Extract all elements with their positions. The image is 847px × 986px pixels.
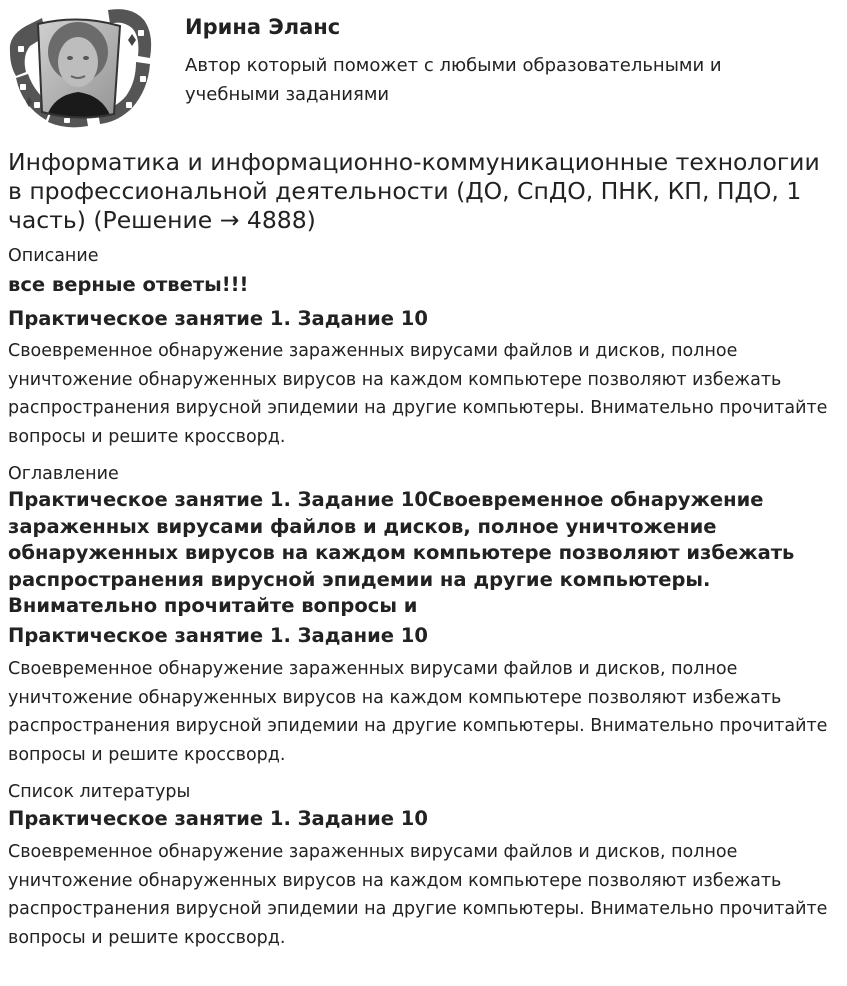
author-avatar[interactable] (8, 6, 154, 128)
description-highlight: все верные ответы!!! (8, 273, 249, 296)
toc-label: Оглавление (8, 464, 119, 484)
author-description: Автор который поможет с любыми образовательными и учебными заданиями (185, 55, 722, 105)
toc-heading: Практическое занятие 1. Задание 10 (8, 624, 428, 647)
description-section (8, 245, 840, 451)
toc-section (8, 463, 840, 769)
description-heading: Практическое занятие 1. Задание 10 (8, 307, 428, 330)
avatar-image (8, 6, 154, 128)
toc-text: Практическое занятие 1. Задание 10Своевременное обнаружение зараженных вирусами файлов и дисков, полное уничтожение обнаруженных вирусов на каждом компьютере позволяют избежать распространения вирусной эпидемии на другие компьютеры. Внимательно прочитайте вопросы и (8, 488, 795, 617)
literature-heading: Практическое занятие 1. Задание 10 (8, 807, 428, 830)
description-label: Описание (8, 246, 99, 266)
literature-section (8, 781, 840, 952)
author-name[interactable]: Ирина Эланс (185, 15, 341, 39)
document-content (8, 148, 840, 952)
description-text: Своевременное обнаружение зараженных вирусами файлов и дисков, полное уничтожение обнаруженных вирусов на каждом компьютере позволяют избежать распространения вирусной эпидемии на другие компьютеры. Внимательно прочитайте вопросы и решите кроссворд. (8, 341, 828, 447)
toc-body-text: Своевременное обнаружение зараженных вирусами файлов и дисков, полное уничтожение обнаруженных вирусов на каждом компьютере позволяют избежать распространения вирусной эпидемии на другие компьютеры. Внимательно прочитайте вопросы и решите кроссворд. (8, 659, 828, 765)
literature-text: Своевременное обнаружение зараженных вирусами файлов и дисков, полное уничтожение обнаруженных вирусов на каждом компьютере позволяют избежать распространения вирусной эпидемии на другие компьютеры. Внимательно прочитайте вопросы и решите кроссворд. (8, 842, 828, 948)
document-title: Информатика и информационно-коммуникационные технологии в профессиональной деятельности (ДО, СпДО, ПНК, КП, ПДО, 1 часть) (Решение → 4888) (8, 148, 820, 234)
literature-label: Список литературы (8, 782, 191, 802)
author-card (8, 6, 838, 130)
